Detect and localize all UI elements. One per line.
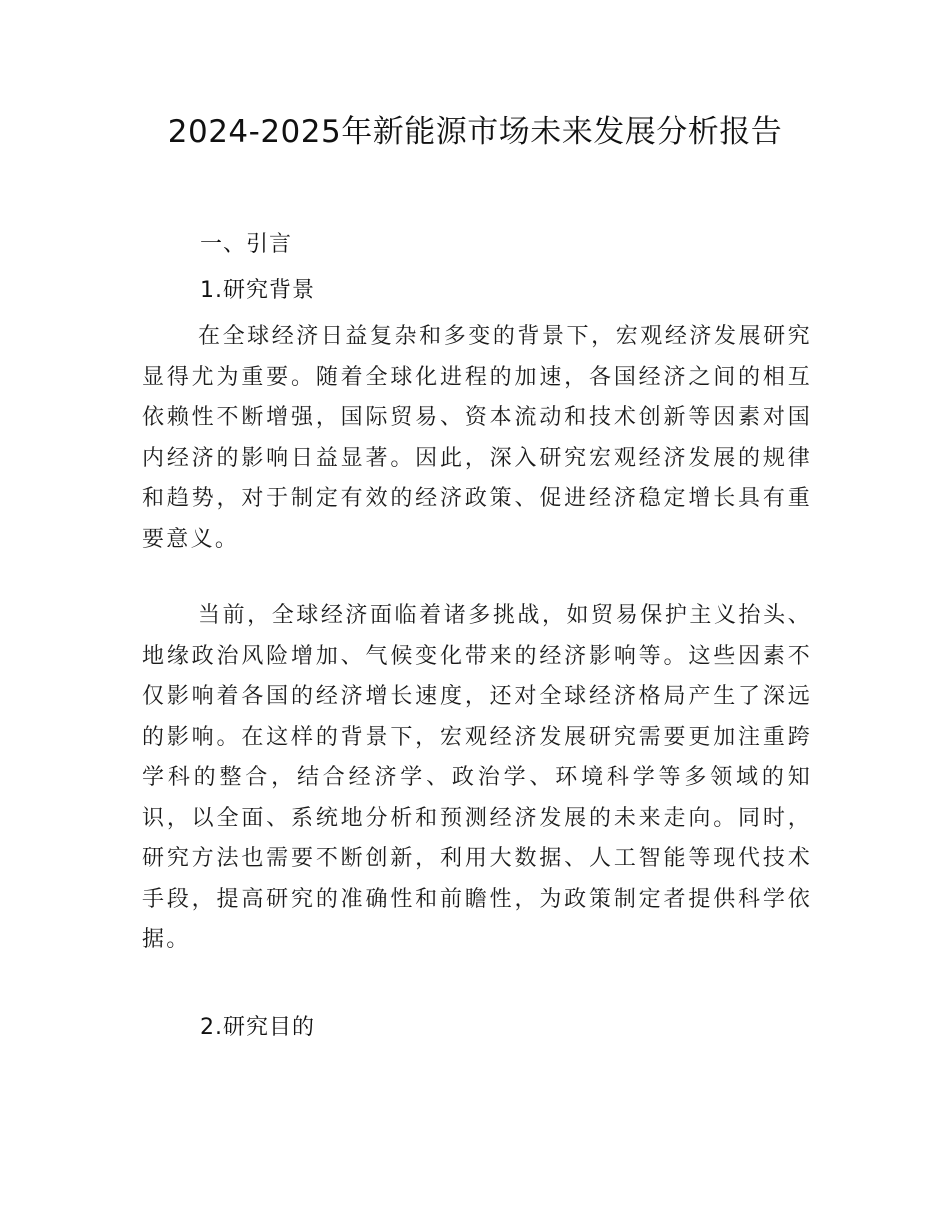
subsection-heading-goal: 2.研究目的 [200, 1015, 315, 1040]
paragraph-background-1: 在全球经济日益复杂和多变的背景下，宏观经济发展研究显得尤为重要。随着全球化进程的加速，各国经济之间的相互依赖性不断增强，国际贸易、资本流动和技术创新等因素对国内经济的影响日益显著。因此，深入研究宏观经济发展的规律和趋势，对于制定有效的经济政策、促进经济稳定增长具有重要意义。 [142, 324, 812, 552]
section-heading-intro: 一、引言 [200, 232, 293, 257]
paragraph-background-2: 当前，全球经济面临着诸多挑战，如贸易保护主义抬头、地缘政治风险增加、气候变化带来的经济影响等。这些因素不仅影响着各国的经济增长速度，还对全球经济格局产生了深远的影响。在这样的背景下，宏观经济发展研究需要更加注重跨学科的整合，结合经济学、政治学、环境科学等多领域的知识，以全面、系统地分析和预测经济发展的未来走向。同时，研究方法也需要不断创新，利用大数据、人工智能等现代技术手段，提高研究的准确性和前瞻性，为政策制定者提供科学依据。 [142, 603, 812, 952]
subsection-heading-background: 1.研究背景 [200, 278, 315, 303]
document-title: 2024-2025年新能源市场未来发展分析报告 [167, 114, 783, 150]
